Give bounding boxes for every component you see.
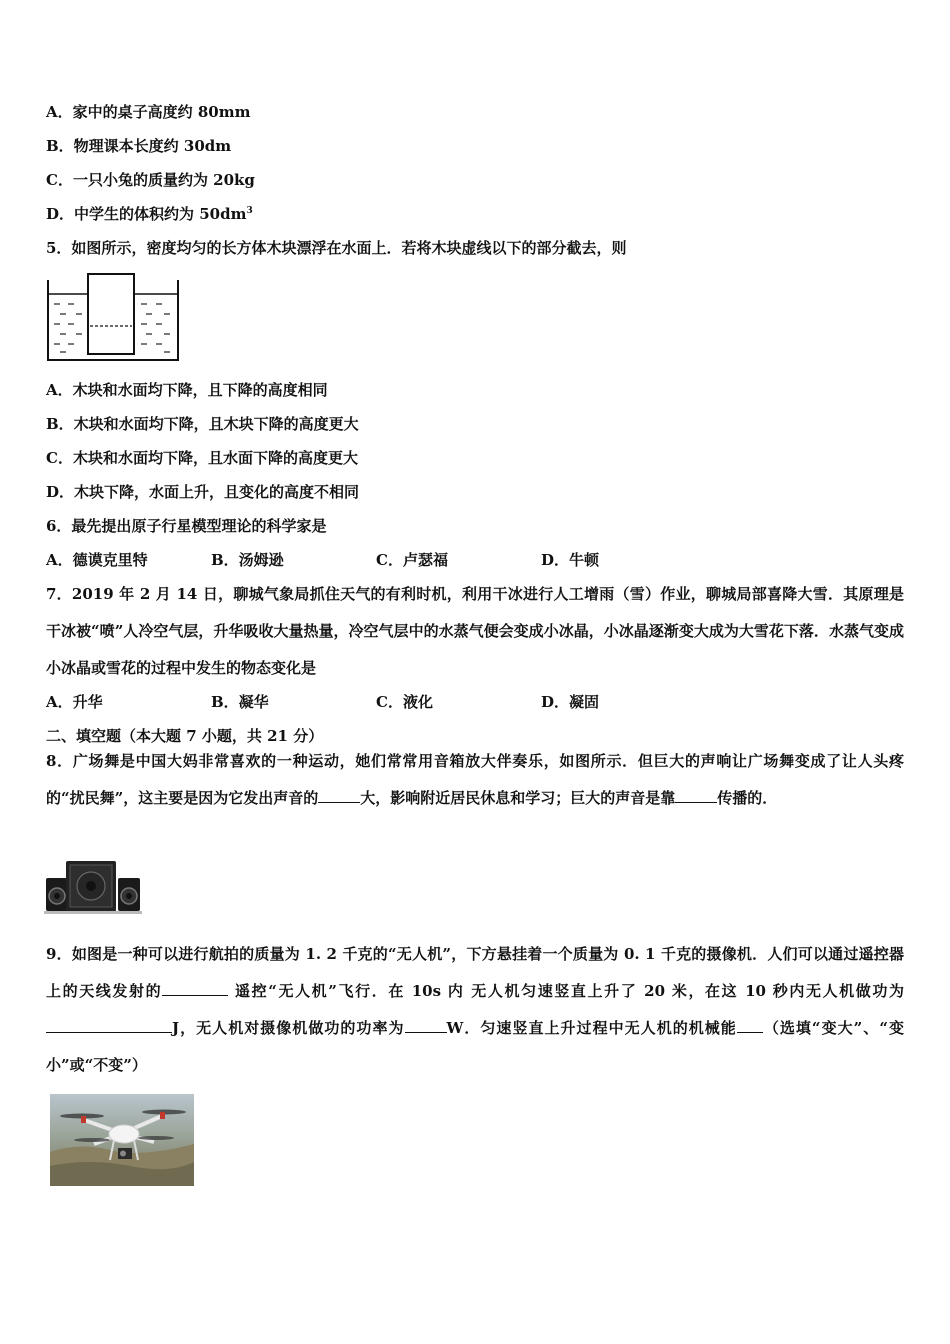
q9-blank-1[interactable] <box>162 981 228 996</box>
q7-option-d: D．凝固 <box>541 693 600 711</box>
q9-text-2: 遥控“无人机”飞行．在 10s 内 无人机匀速竖直上升了 20 米，在这 10 秒内无人机做功为 <box>228 982 904 1000</box>
q7-option-c: C．液化 <box>376 693 433 711</box>
q5-option-b: B．木块和水面均下降，且木块下降的高度更大 <box>46 415 359 433</box>
q4-option-d-text: D．中学生的体积约为 50dm <box>46 205 247 223</box>
q6-stem: 6．最先提出原子行星模型理论的科学家是 <box>46 517 327 535</box>
q9-text-1: 9．如图是一种可以进行航拍的质量为 1. 2 千克的“无人机”，下方悬挂着一个质量为 0. 1 千克的摄像机．人们可以通过遥控器上的天线发射的 <box>46 945 904 1000</box>
q7-options <box>46 692 706 712</box>
q8-blank-2[interactable] <box>675 788 717 803</box>
q5-figure-floating-block <box>46 272 182 364</box>
q6-option-a: A．德谟克里特 <box>46 551 148 569</box>
q9-text-3: J，无人机对摄像机做功的功率为 <box>172 1019 405 1037</box>
q9-figure-drone-photo <box>50 1094 194 1186</box>
q4-option-d <box>46 204 253 224</box>
q8-figure-speaker-set <box>44 858 142 914</box>
q8-stem <box>46 743 904 817</box>
q9-blank-3[interactable] <box>405 1018 447 1033</box>
q5-stem: 5．如图所示，密度均匀的长方体木块漂浮在水面上．若将木块虚线以下的部分截去，则 <box>46 239 627 257</box>
q7-stem: 7．2019 年 2 月 14 日，聊城气象局抓住天气的有利时机，利用干冰进行人工增雨（雪）作业，聊城局部喜降大雪．其原理是干冰被“喷”人冷空气层，升华吸收大量热量，冷空气层中的水蒸气便会变成小冰晶，小冰晶逐渐变大成为大雪花下落．水蒸气变成小冰晶或雪花的过程中发生的物态变化是 <box>46 585 904 677</box>
q5-option-c: C．木块和水面均下降，且水面下降的高度更大 <box>46 449 358 467</box>
q4-option-b: B．物理课本长度约 30dm <box>46 137 232 155</box>
q4-option-c: C．一只小兔的质量约为 20kg <box>46 171 255 189</box>
q8-blank-1[interactable] <box>318 788 360 803</box>
q7-option-a: A．升华 <box>46 693 103 711</box>
q8-text-3: 传播的． <box>717 789 778 807</box>
q9-text-4: W．匀速竖直上升过程中无人机的机械能 <box>446 1019 737 1037</box>
q8-text-1: 8．广场舞是中国大妈非常喜欢的一种运动，她们常常用音箱放大伴奏乐，如图所示．但巨大的声响让广场舞变成了让人头疼的“扰民舞”，这主要是因为它发出声音的 <box>46 752 904 807</box>
q5-option-d: D．木块下降，水面上升，且变化的高度不相同 <box>46 483 360 501</box>
q8-text-2: 大，影响附近居民休息和学习；巨大的声音是靠 <box>360 789 676 807</box>
q9-blank-2[interactable] <box>46 1018 172 1033</box>
q9-text-5: （选填“变大”、“变小”或“不变”） <box>46 1019 904 1074</box>
q4-option-d-superscript: 3 <box>246 206 253 216</box>
section-title-fill-in: 二、填空题（本大题 7 小题，共 21 分） <box>46 727 324 745</box>
q7-option-b: B．凝华 <box>211 693 269 711</box>
q9-stem <box>46 936 904 1084</box>
q9-blank-4[interactable] <box>737 1018 763 1033</box>
q6-option-b: B．汤姆逊 <box>211 551 284 569</box>
q4-option-a: A．家中的桌子高度约 80mm <box>46 103 251 121</box>
q6-option-c: C．卢瑟福 <box>376 551 448 569</box>
q5-option-a: A．木块和水面均下降，且下降的高度相同 <box>46 381 328 399</box>
q6-options <box>46 550 706 570</box>
q6-option-d: D．牛顿 <box>541 551 600 569</box>
